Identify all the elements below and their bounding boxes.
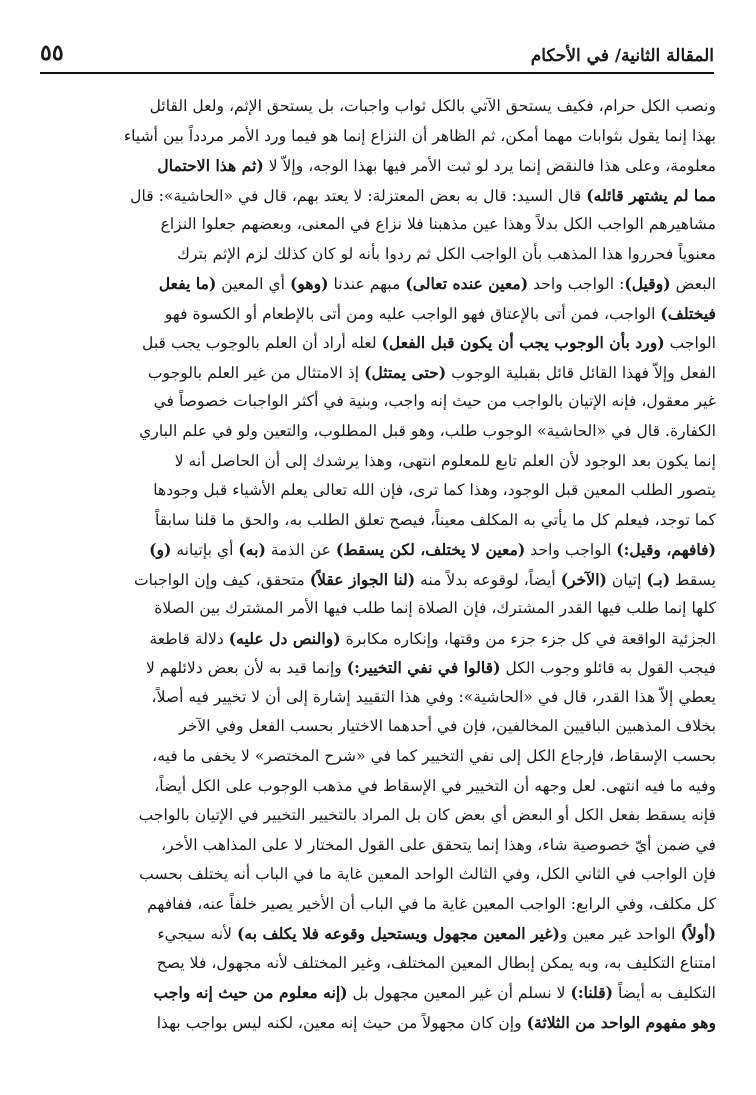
text-line [38, 447, 716, 477]
text-segment: مبهم عندنا [328, 275, 406, 294]
text-segment: إذ الامتثال من غير العلم بالوجوب [147, 363, 365, 382]
text-line [38, 594, 716, 624]
text-line [38, 624, 716, 654]
text-segment: متحقق، كيف وإن الواجبات [133, 570, 310, 589]
text-line [38, 240, 716, 270]
text-line [38, 92, 716, 122]
text-segment: دلالة قاطعة [149, 629, 229, 648]
bold-text-segment: (أولاً) [680, 924, 716, 944]
text-line [38, 417, 716, 447]
bold-text-segment: (ما يفعل [158, 274, 217, 294]
bold-text-segment: (لنا الجواز عقلاً) [309, 569, 416, 589]
text-line [38, 299, 716, 329]
text-line [38, 565, 716, 595]
bold-text-segment: (معين لا يختلف، لكن يسقط) [335, 540, 526, 560]
bold-text-segment: (فافهم، وقيل:) [616, 540, 716, 560]
bold-text-segment: (والنص دل عليه) [228, 628, 341, 648]
text-segment: فيجب القول به قائلو وجوب الكل [500, 659, 716, 678]
text-line [38, 742, 716, 772]
text-segment: الواجب [664, 334, 716, 353]
text-segment: البعض [670, 275, 716, 294]
text-line [38, 1008, 716, 1038]
text-line [38, 506, 716, 536]
text-line [38, 831, 716, 861]
text-line [38, 801, 716, 831]
text-segment: امتناع التكليف به، وبه يمكن إبطال المعين المختلف، وغير المختلف لأنه مجهول، فلا يصح [156, 953, 716, 972]
text-segment: الواجب واحد [525, 541, 617, 560]
text-segment: : الواجب واحد [528, 275, 625, 294]
bold-text-segment: (حتى يمتثل) [364, 362, 447, 382]
text-line [38, 535, 716, 565]
bold-text-segment: فيختلف) [660, 303, 716, 323]
text-line [38, 358, 716, 388]
text-line [38, 978, 716, 1008]
text-segment: يعطي إلاّ هذا القدر، قال في «الحاشية»: وفي هذا التقييد إشارة إلى أن لا تخيير فيه أصلاً، [151, 687, 716, 706]
bold-text-segment: وهو مفهوم الواحد من الثلاثة) [526, 1012, 716, 1032]
bold-text-segment: (ثم هذا الاحتمال [157, 156, 264, 176]
bold-text-segment: (الآخر) [560, 569, 607, 589]
text-segment: كل مكلف، وفي الرابع: الواجب المعين غاية ما في الباب أن الأخير يصير خلفاً عنه، ففافهم [147, 894, 716, 913]
bold-text-segment: (و) [149, 540, 172, 560]
text-segment: يسقط [670, 570, 716, 589]
text-segment: معنوياً فحرروا هذا المذهب بأن الواجب الكل ثم ردوا بأنه لو كان كذلك لزم الإثم بترك [177, 244, 716, 263]
text-line [38, 653, 716, 683]
text-line [38, 181, 716, 211]
bold-text-segment: (معين عنده تعالى) [405, 274, 529, 294]
text-segment: بحسب الإسقاط، فإرجاع الكل إلى نفي التخيير كما في «شرح المختصر» لا يخفى ما فيه، [152, 747, 716, 766]
text-segment: لا نسلم أن غير المعين مجهول بل [347, 984, 571, 1003]
text-segment: لأنه سيجيء [157, 925, 237, 944]
text-segment: مشاهيرهم الواجب الكل بدلاً وهذا عين مذهبنا فلا نزاع في المعنى، وبعضهم جعلوا النزاع [160, 215, 716, 234]
text-line [38, 949, 716, 979]
text-segment: إنما يكون بعد الوجود لأن العلم تابع للمعلوم انتهى، وهذا يرشدك إلى أن الحاصل أنه لا [174, 451, 716, 470]
text-line [38, 328, 716, 358]
bold-text-segment: (وقيل) [624, 274, 671, 294]
bold-text-segment: (بـ) [646, 569, 671, 589]
text-segment: غير معقول، فإنه الإتيان بالواجب من حيث إنه واجب، وبنية في أكثر الواجبات خصوصاً في [153, 392, 716, 411]
text-segment: الكفارة. قال في «الحاشية» الوجوب طلب، وهو قبل المطلوب، والتعين ولو في علم الباري [139, 422, 716, 441]
text-segment: الجزئية الواقعة في كل جزء جزء من وقتها، وإنكاره مكابرة [340, 629, 716, 648]
text-segment: التكليف به أيضاً [613, 984, 716, 1003]
text-segment: الواجب، فمن أتى بالإعتاق فهو الواجب عليه ومن أتى بالإطعام أو الكسوة فهو [164, 304, 661, 323]
text-segment: الفعل وإلاّ فهذا القائل قائل بقبلية الوجوب [446, 363, 716, 382]
text-segment: أيضاً، لوقوعه بدلاً منه [415, 570, 561, 589]
text-line [38, 210, 716, 240]
text-line [38, 919, 716, 949]
text-segment: أي المعين [216, 275, 290, 294]
bold-text-segment: (ورد بأن الوجوب يجب أن يكون قبل الفعل) [381, 333, 665, 353]
text-line [38, 387, 716, 417]
text-line [38, 890, 716, 920]
text-segment: وفيه ما فيه انتهى. لعل وجهه أن التخيير في الإسقاط في مذهب الوجوب على الكل أيضاً، [154, 776, 716, 795]
bold-text-segment: (وهو) [289, 274, 329, 294]
text-segment: معلومة، وعلى هذا فالنقض إنما يرد لو ثبت الأمر فيها بهذا الوجه، وإلاّ لا [263, 157, 716, 176]
text-segment: وإنما قيد به لأن بعض دلائلهم لا [145, 659, 347, 678]
text-segment: الواحد غير معين و [559, 925, 681, 944]
text-line [38, 712, 716, 742]
bold-text-segment: (قالوا في نفي التخيير:) [346, 658, 501, 678]
bold-text-segment: (قلنا:) [570, 983, 614, 1003]
text-segment: فإن الواجب في الثاني الكل، وفي الثالث الواحد المعين غاية ما في الباب أنه يختلف بحسب [139, 865, 716, 884]
text-segment: بهذا إنما يقول بثوابات مهما أمكن، ثم الظاهر أن النزاع إنما هو فيما ورد الأمر مردداً بين أشياء [123, 126, 716, 145]
text-segment: كلها إنما طلب فيها القدر المشترك، فإن الصلاة إنما طلب فيها الأمر المشترك بين الصلاة [154, 599, 716, 618]
text-line [38, 151, 716, 181]
text-segment: كما توجد، فيعلم كل ما يأتي به المكلف معيناً، فيصح تعلق الطلب به، والحق ما قلنا سابقاً [154, 510, 716, 529]
text-segment: قال السيد: قال به بعض المعتزلة: لا يعتد بهم، قال في «الحاشية»: قال [130, 186, 587, 205]
text-line [38, 683, 716, 713]
bold-text-segment: (به) [238, 540, 266, 560]
text-segment: لعله أراد أن العلم بالوجوب يجب قبل [142, 334, 382, 353]
running-title: المقالة الثانية/ في الأحكام [530, 46, 714, 66]
text-segment: أي بإتيانه [171, 541, 239, 560]
text-line [38, 269, 716, 299]
bold-text-segment: (غير المعين مجهول ويستحيل وقوعه فلا يكلف به) [237, 924, 560, 944]
text-segment: يتصور الطلب المعين قبل الوجود، وهذا كما ترى، فإن الله تعالى يعلم الأشياء قبل وجودها [153, 481, 716, 500]
page-header [40, 34, 714, 74]
page-number: ٥٥ [40, 40, 64, 66]
text-segment: ونصب الكل حرام، فكيف يستحق الآتي بالكل ثواب واجبات، بل يستحق الإثم، ولعل القائل [149, 97, 716, 115]
bold-text-segment: (إنه معلوم من حيث إنه واجب [153, 983, 348, 1003]
body-text [38, 92, 716, 1077]
text-segment: وإن كان مجهولاً من حيث إنه معين، لكنه ليس بواجب بهذا [156, 1013, 527, 1032]
bold-text-segment: مما لم يشتهر قائله) [586, 185, 716, 205]
text-segment: في ضمن أيّ خصوصية شاء، وهذا إنما يتحقق على القول المختار لا على المذاهب الأخر، [161, 835, 716, 854]
text-segment: فإنه يسقط بفعل الكل أو البعض أي بعض كان بل المراد بالتخيير التخيير في الإتيان بالواجب [138, 806, 716, 825]
text-line [38, 860, 716, 890]
text-line [38, 476, 716, 506]
text-line [38, 122, 716, 152]
text-segment: إتيان [606, 570, 647, 589]
text-segment: عن الذمة [265, 541, 336, 560]
text-line [38, 772, 716, 802]
text-segment: بخلاف المذهبين الباقيين المخالفين، فإن في أحدهما الاختيار بحسب الفعل وفي الآخر [179, 717, 716, 736]
